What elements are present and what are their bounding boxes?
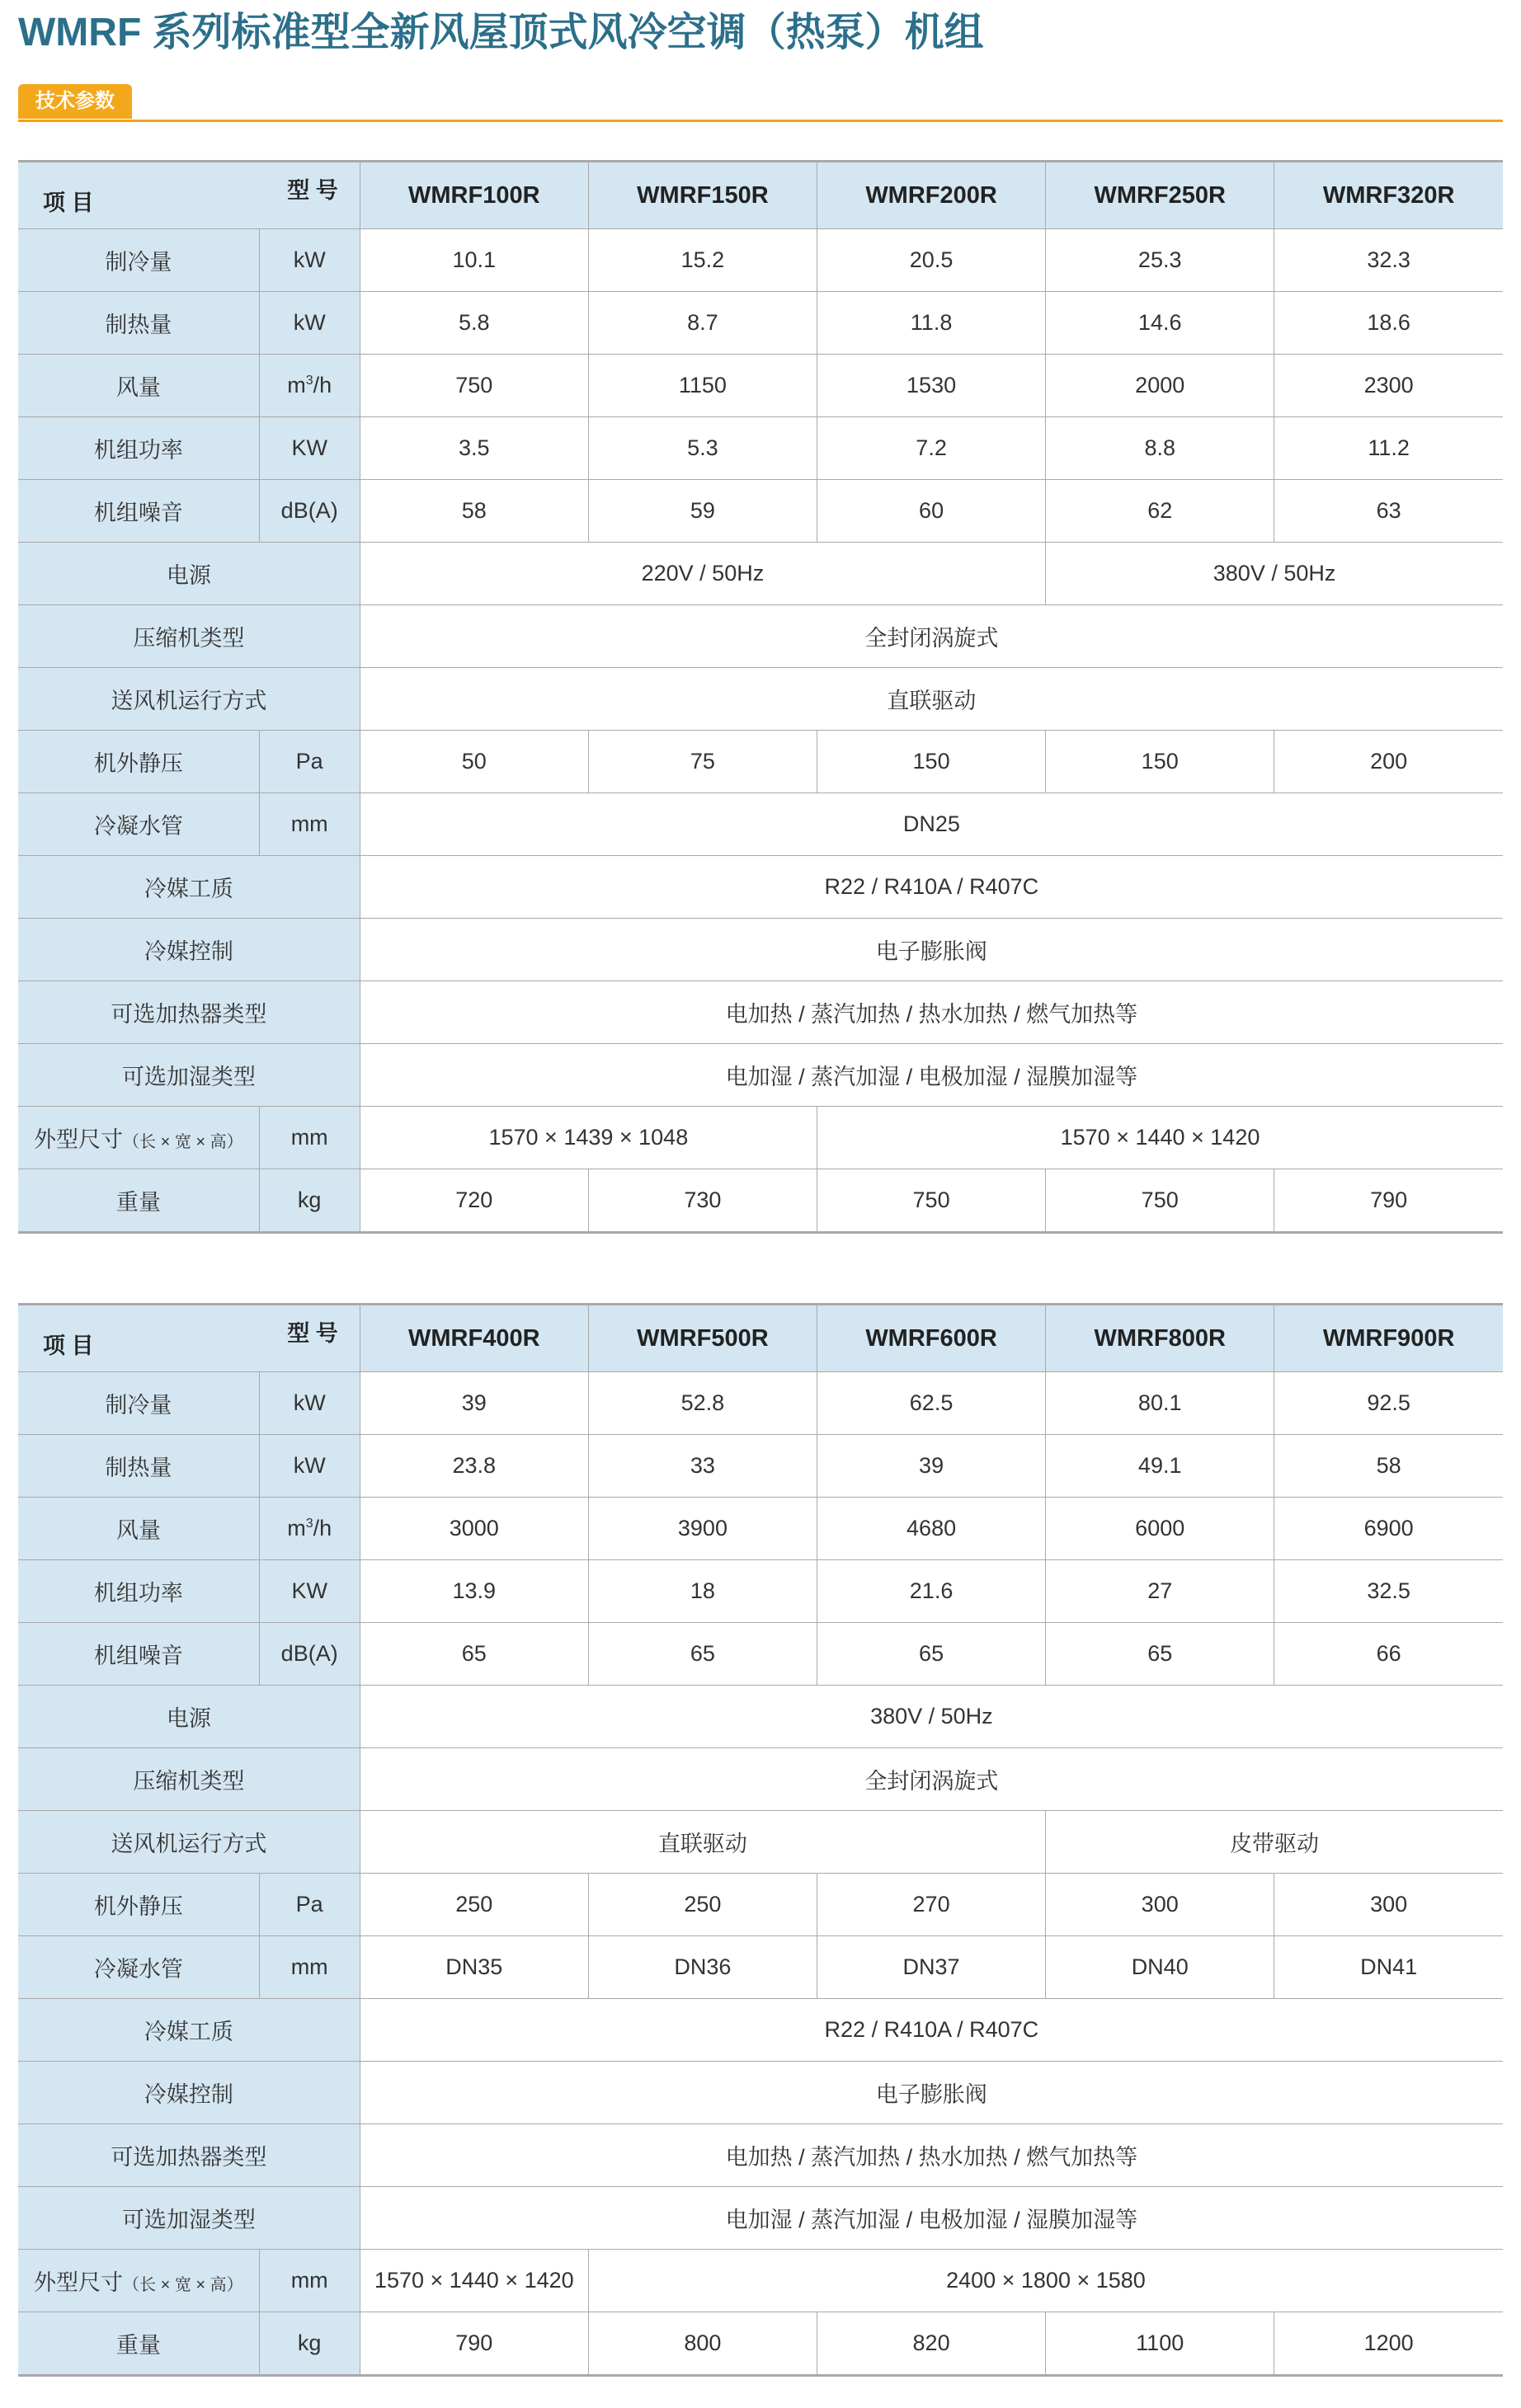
model-name: WMRF900R (1274, 1305, 1503, 1372)
table-row (18, 480, 1503, 543)
table-row (18, 1811, 1503, 1874)
row-unit: kg (259, 2312, 360, 2376)
row-unit: kW (259, 292, 360, 355)
value-cell: 270 (817, 1874, 1046, 1936)
value-cell: 380V / 50Hz (1046, 543, 1503, 605)
value-cell: 11.2 (1274, 417, 1503, 480)
value-cell: 1150 (588, 355, 817, 417)
unit-superscript: 3 (305, 374, 313, 388)
table-row (18, 2062, 1503, 2124)
row-label-drain: 冷凝水管 (18, 793, 259, 856)
table-row (18, 2312, 1503, 2376)
value-cell: 直联驱动 (360, 668, 1503, 731)
value-cell: 3000 (360, 1498, 588, 1560)
unit-tail: /h (313, 373, 332, 397)
value-cell: 11.8 (817, 292, 1046, 355)
value-cell: DN41 (1274, 1936, 1503, 1999)
value-cell: 80.1 (1046, 1372, 1274, 1435)
row-label-dimensions (18, 1107, 259, 1169)
row-label-heating: 制热量 (18, 1435, 259, 1498)
unit-tail: /h (313, 1516, 332, 1540)
table-row (18, 1372, 1503, 1435)
table-row (18, 856, 1503, 919)
value-cell: 150 (1046, 731, 1274, 793)
value-cell: 1200 (1274, 2312, 1503, 2376)
value-cell: 75 (588, 731, 817, 793)
value-cell: 750 (1046, 1169, 1274, 1233)
page-title: WMRF 系列标准型全新风屋顶式风冷空调（热泵）机组 (18, 11, 984, 54)
row-unit: mm (259, 2250, 360, 2312)
table-row (18, 1169, 1503, 1233)
value-cell: 2300 (1274, 355, 1503, 417)
value-cell: 8.7 (588, 292, 817, 355)
value-cell: 790 (360, 2312, 588, 2376)
model-header-label: 型 号 (287, 1321, 338, 1346)
spec-table-1 (18, 160, 1503, 1234)
row-label-cooling: 制冷量 (18, 229, 259, 292)
value-cell: 62 (1046, 480, 1274, 543)
dimensions-note: （长 × 宽 × 高） (123, 2276, 243, 2294)
value-cell: 2400 × 1800 × 1580 (588, 2250, 1503, 2312)
section-divider (18, 120, 1503, 122)
value-cell: 电加热 / 蒸汽加热 / 热水加热 / 燃气加热等 (360, 2124, 1503, 2187)
section-tag: 技术参数 (18, 84, 132, 119)
table-row (18, 1686, 1503, 1748)
value-cell: 750 (360, 355, 588, 417)
dimensions-label: 外型尺寸 (34, 1127, 124, 1152)
value-cell: 23.8 (360, 1435, 588, 1498)
table-row (18, 1748, 1503, 1811)
table-row (18, 793, 1503, 856)
row-unit: kW (259, 1435, 360, 1498)
value-cell: 21.6 (817, 1560, 1046, 1623)
value-cell: 20.5 (817, 229, 1046, 292)
value-cell: 10.1 (360, 229, 588, 292)
table-row (18, 355, 1503, 417)
value-cell: 52.8 (588, 1372, 817, 1435)
spec-table-2 (18, 1303, 1503, 2377)
table-row (18, 1435, 1503, 1498)
table-row (18, 2250, 1503, 2312)
row-label-airflow: 风量 (18, 1498, 259, 1560)
model-name: WMRF200R (817, 162, 1046, 229)
row-label-weight: 重量 (18, 2312, 259, 2376)
value-cell: 300 (1274, 1874, 1503, 1936)
row-unit: mm (259, 1107, 360, 1169)
row-label-compressor: 压缩机类型 (18, 1748, 360, 1811)
row-label-heating: 制热量 (18, 292, 259, 355)
value-cell: 66 (1274, 1623, 1503, 1686)
value-cell: 3.5 (360, 417, 588, 480)
value-cell: 1570 × 1440 × 1420 (817, 1107, 1504, 1169)
row-unit: dB(A) (259, 480, 360, 543)
table-row (18, 1999, 1503, 2062)
row-unit: mm (259, 793, 360, 856)
value-cell: 150 (817, 731, 1046, 793)
value-cell: 电加热 / 蒸汽加热 / 热水加热 / 燃气加热等 (360, 981, 1503, 1044)
value-cell: 65 (588, 1623, 817, 1686)
table-row (18, 1936, 1503, 1999)
row-unit: KW (259, 1560, 360, 1623)
table-row (18, 1107, 1503, 1169)
value-cell: 250 (588, 1874, 817, 1936)
row-label-airflow: 风量 (18, 355, 259, 417)
row-label-drain: 冷凝水管 (18, 1936, 259, 1999)
row-unit (259, 355, 360, 417)
row-unit: Pa (259, 731, 360, 793)
value-cell: 18.6 (1274, 292, 1503, 355)
value-cell: 39 (817, 1435, 1046, 1498)
value-cell: 3900 (588, 1498, 817, 1560)
value-cell: 32.5 (1274, 1560, 1503, 1623)
row-unit: dB(A) (259, 1623, 360, 1686)
row-label-humidifier: 可选加湿类型 (18, 2187, 360, 2250)
value-cell: 63 (1274, 480, 1503, 543)
table-row (18, 981, 1503, 1044)
row-label-dimensions (18, 2250, 259, 2312)
value-cell: 5.8 (360, 292, 588, 355)
row-label-humidifier: 可选加湿类型 (18, 1044, 360, 1107)
table-row (18, 417, 1503, 480)
value-cell: 电加湿 / 蒸汽加湿 / 电极加湿 / 湿膜加湿等 (360, 2187, 1503, 2250)
model-name: WMRF250R (1046, 162, 1274, 229)
value-cell: DN25 (360, 793, 1503, 856)
model-name: WMRF400R (360, 1305, 588, 1372)
table-row (18, 668, 1503, 731)
table-row (18, 1623, 1503, 1686)
value-cell: 58 (360, 480, 588, 543)
value-cell: 13.9 (360, 1560, 588, 1623)
value-cell: 65 (360, 1623, 588, 1686)
value-cell: 25.3 (1046, 229, 1274, 292)
value-cell: 1100 (1046, 2312, 1274, 2376)
value-cell: DN36 (588, 1936, 817, 1999)
model-name: WMRF800R (1046, 1305, 1274, 1372)
value-cell: R22 / R410A / R407C (360, 1999, 1503, 2062)
table-row (18, 1044, 1503, 1107)
value-cell: DN37 (817, 1936, 1046, 1999)
value-cell: 27 (1046, 1560, 1274, 1623)
row-label-fan-drive: 送风机运行方式 (18, 668, 360, 731)
value-cell: 62.5 (817, 1372, 1046, 1435)
value-cell: 全封闭涡旋式 (360, 605, 1503, 668)
value-cell: 18 (588, 1560, 817, 1623)
value-cell: 直联驱动 (360, 1811, 1045, 1874)
row-label-refrigerant-control: 冷媒控制 (18, 2062, 360, 2124)
value-cell: 49.1 (1046, 1435, 1274, 1498)
item-header-label: 项 目 (43, 190, 94, 215)
row-unit: mm (259, 1936, 360, 1999)
value-cell: 250 (360, 1874, 588, 1936)
row-unit: KW (259, 417, 360, 480)
row-label-refrigerant: 冷媒工质 (18, 856, 360, 919)
dimensions-note: （长 × 宽 × 高） (123, 1133, 243, 1151)
value-cell: 6000 (1046, 1498, 1274, 1560)
value-cell: 790 (1274, 1169, 1503, 1233)
value-cell: 全封闭涡旋式 (360, 1748, 1503, 1811)
model-name: WMRF150R (588, 162, 817, 229)
row-label-power: 机组功率 (18, 417, 259, 480)
row-label-power-supply: 电源 (18, 543, 360, 605)
value-cell: 14.6 (1046, 292, 1274, 355)
header-corner-cell (18, 1305, 360, 1372)
value-cell: 60 (817, 480, 1046, 543)
value-cell: 65 (817, 1623, 1046, 1686)
value-cell: 皮带驱动 (1046, 1811, 1503, 1874)
value-cell: 5.3 (588, 417, 817, 480)
value-cell: 50 (360, 731, 588, 793)
table-header-row (18, 1305, 1503, 1372)
value-cell: 39 (360, 1372, 588, 1435)
table-row (18, 1498, 1503, 1560)
value-cell: 380V / 50Hz (360, 1686, 1503, 1748)
row-label-compressor: 压缩机类型 (18, 605, 360, 668)
header-corner-cell (18, 162, 360, 229)
row-unit: Pa (259, 1874, 360, 1936)
value-cell: R22 / R410A / R407C (360, 856, 1503, 919)
value-cell: 730 (588, 1169, 817, 1233)
row-label-fan-drive: 送风机运行方式 (18, 1811, 360, 1874)
dimensions-label: 外型尺寸 (34, 2270, 124, 2295)
value-cell: 200 (1274, 731, 1503, 793)
value-cell: DN35 (360, 1936, 588, 1999)
row-label-power-supply: 电源 (18, 1686, 360, 1748)
table-row (18, 731, 1503, 793)
row-label-weight: 重量 (18, 1169, 259, 1233)
value-cell: 59 (588, 480, 817, 543)
value-cell: 65 (1046, 1623, 1274, 1686)
table-row (18, 919, 1503, 981)
row-label-heater: 可选加热器类型 (18, 981, 360, 1044)
table-row (18, 292, 1503, 355)
value-cell: 1570 × 1440 × 1420 (360, 2250, 588, 2312)
unit-superscript: 3 (305, 1517, 313, 1531)
row-label-noise: 机组噪音 (18, 1623, 259, 1686)
value-cell: 750 (817, 1169, 1046, 1233)
table-row (18, 1874, 1503, 1936)
table-row (18, 605, 1503, 668)
value-cell: 820 (817, 2312, 1046, 2376)
model-name: WMRF320R (1274, 162, 1503, 229)
row-label-refrigerant-control: 冷媒控制 (18, 919, 360, 981)
value-cell: 220V / 50Hz (360, 543, 1045, 605)
row-label-heater: 可选加热器类型 (18, 2124, 360, 2187)
value-cell: 7.2 (817, 417, 1046, 480)
value-cell: 6900 (1274, 1498, 1503, 1560)
model-name: WMRF600R (817, 1305, 1046, 1372)
value-cell: 1530 (817, 355, 1046, 417)
row-label-power: 机组功率 (18, 1560, 259, 1623)
table-header-row (18, 162, 1503, 229)
value-cell: 32.3 (1274, 229, 1503, 292)
table-row (18, 1560, 1503, 1623)
model-name: WMRF100R (360, 162, 588, 229)
value-cell: 8.8 (1046, 417, 1274, 480)
value-cell: 2000 (1046, 355, 1274, 417)
unit-base: m (287, 373, 306, 397)
table-row (18, 229, 1503, 292)
value-cell: 电子膨胀阀 (360, 919, 1503, 981)
model-name: WMRF500R (588, 1305, 817, 1372)
row-unit (259, 1498, 360, 1560)
value-cell: DN40 (1046, 1936, 1274, 1999)
table-row (18, 543, 1503, 605)
value-cell: 800 (588, 2312, 817, 2376)
unit-base: m (287, 1516, 306, 1540)
value-cell: 1570 × 1439 × 1048 (360, 1107, 817, 1169)
row-label-static-pressure: 机外静压 (18, 731, 259, 793)
value-cell: 720 (360, 1169, 588, 1233)
row-unit: kW (259, 229, 360, 292)
row-label-cooling: 制冷量 (18, 1372, 259, 1435)
value-cell: 58 (1274, 1435, 1503, 1498)
value-cell: 33 (588, 1435, 817, 1498)
row-label-refrigerant: 冷媒工质 (18, 1999, 360, 2062)
item-header-label: 项 目 (43, 1333, 94, 1358)
model-header-label: 型 号 (287, 178, 338, 203)
table-row (18, 2124, 1503, 2187)
value-cell: 300 (1046, 1874, 1274, 1936)
value-cell: 4680 (817, 1498, 1046, 1560)
value-cell: 电子膨胀阀 (360, 2062, 1503, 2124)
value-cell: 92.5 (1274, 1372, 1503, 1435)
row-label-static-pressure: 机外静压 (18, 1874, 259, 1936)
row-unit: kg (259, 1169, 360, 1233)
row-unit: kW (259, 1372, 360, 1435)
table-row (18, 2187, 1503, 2250)
value-cell: 15.2 (588, 229, 817, 292)
value-cell: 电加湿 / 蒸汽加湿 / 电极加湿 / 湿膜加湿等 (360, 1044, 1503, 1107)
row-label-noise: 机组噪音 (18, 480, 259, 543)
